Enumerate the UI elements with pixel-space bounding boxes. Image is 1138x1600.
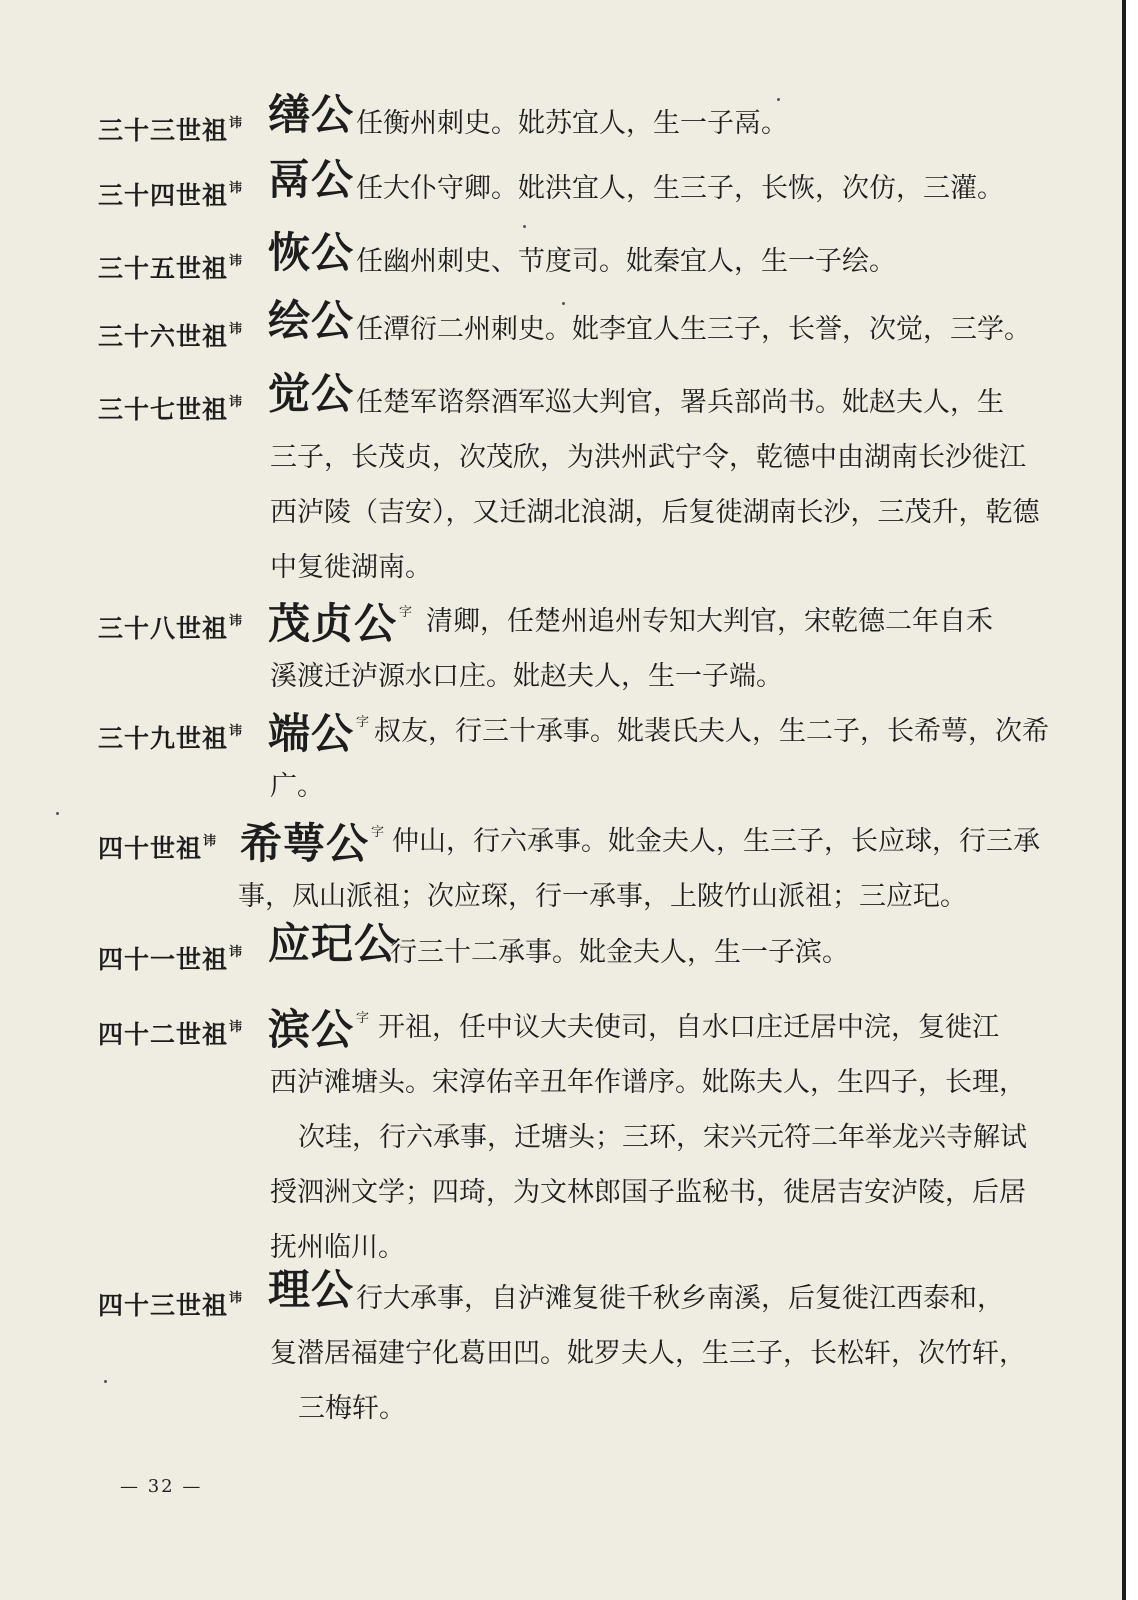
hui-mark: 讳	[229, 724, 244, 739]
generation-label: 四十世祖$^讳$	[98, 834, 218, 863]
scan-speck	[562, 302, 565, 305]
ancestor-name: 茂贞公 $^字$	[268, 599, 414, 648]
ancestor-name: 端公 $^字$	[268, 709, 371, 758]
generation-label: 三十八世祖$^讳$	[98, 614, 244, 643]
generation-label: 四十一世祖$^讳$	[98, 945, 244, 974]
entry-text: 开祖，任中议大夫使司，自水口庄迁居中浣，复徙江	[378, 1012, 999, 1043]
zi-mark: 字	[399, 605, 414, 620]
scan-speck	[56, 812, 59, 815]
entry-text: 任潭衍二州刺史。妣李宜人生三子，长誉，次觉，三学。	[356, 314, 1031, 345]
hui-mark: 讳	[229, 614, 244, 629]
entry-text: 任衡州刺史。妣苏宜人，生一子鬲。	[356, 108, 788, 139]
entry-text: 任大仆守卿。妣洪宜人，生三子，长恢，次仿，三灌。	[356, 173, 1004, 204]
ancestor-name: 希萼公 $^字$	[240, 819, 386, 868]
generation-label: 三十三世祖$^讳$	[98, 116, 244, 145]
entry-text: 西泸滩塘头。宋淳佑辛丑年作谱序。妣陈夫人，生四子，长理，	[270, 1067, 1026, 1098]
hui-mark: 讳	[229, 1020, 244, 1035]
zi-mark: 字	[371, 825, 386, 840]
ancestor-name: 理公	[268, 1265, 355, 1314]
generation-label: 三十六世祖$^讳$	[98, 322, 244, 351]
entry-text: 事，凤山派祖；次应琛，行一承事，上陂竹山派祖；三应玘。	[238, 881, 967, 912]
entry-text: 授泗洲文学；四琦，为文林郎国子监秘书，徙居吉安泸陵，后居	[270, 1177, 1026, 1208]
ancestor-name: 鬲公	[268, 155, 355, 204]
entry-text: 三梅轩。	[298, 1393, 406, 1424]
zi-mark: 字	[356, 715, 371, 730]
entry-text: 任幽州刺史、节度司。妣秦宜人，生一子绘。	[356, 246, 896, 277]
scan-speck	[523, 225, 526, 228]
hui-mark: 讳	[229, 181, 244, 196]
entry-text: 仲山，行六承事。妣金夫人，生三子，长应球，行三承	[392, 826, 1040, 857]
generation-label: 四十二世祖$^讳$	[98, 1020, 244, 1049]
generation-label: 三十七世祖$^讳$	[98, 395, 244, 424]
ancestor-name: 应玘公	[268, 919, 398, 968]
zi-mark: 字	[356, 1011, 371, 1026]
entry-text: 行大承事，自泸滩复徙千秋乡南溪，后复徙江西泰和，	[356, 1283, 1004, 1314]
hui-mark: 讳	[229, 1291, 244, 1306]
ancestor-name: 滨公 $^字$	[268, 1005, 371, 1054]
generation-label: 三十九世祖$^讳$	[98, 724, 244, 753]
entry-text: 三子，长茂贞，次茂欣，为洪州武宁令，乾德中由湖南长沙徙江	[270, 442, 1026, 473]
page-number: — 32 —	[120, 1476, 203, 1497]
hui-mark: 讳	[203, 834, 218, 849]
scan-speck	[104, 1380, 107, 1383]
entry-text: 任楚军谘祭酒军巡大判官，署兵部尚书。妣赵夫人，生	[356, 387, 1004, 418]
entry-text: 广。	[270, 771, 324, 802]
entry-text: 中复徙湖南。	[270, 552, 432, 583]
entry-text: 叔友，行三十承事。妣裴氏夫人，生二子，长希萼，次希	[374, 716, 1049, 747]
hui-mark: 讳	[229, 116, 244, 131]
entry-text: 西泸陵（吉安），又迁湖北浪湖，后复徙湖南长沙，三茂升，乾德	[270, 497, 1040, 528]
entry-text: 清卿，任楚州追州专知大判官，宋乾德二年自禾	[426, 606, 993, 637]
hui-mark: 讳	[229, 395, 244, 410]
hui-mark: 讳	[229, 322, 244, 337]
hui-mark: 讳	[229, 254, 244, 269]
generation-label: 三十四世祖$^讳$	[98, 181, 244, 210]
entry-text: 溪渡迁泸源水口庄。妣赵夫人，生一子端。	[270, 661, 783, 692]
entry-text: 次珪，行六承事，迁塘头；三环，宋兴元符二年举龙兴寺解试	[298, 1122, 1027, 1153]
ancestor-name: 觉公	[268, 369, 355, 418]
ancestor-name: 恢公	[268, 228, 355, 277]
generation-label: 四十三世祖$^讳$	[98, 1291, 244, 1320]
entry-text: 行三十二承事。妣金夫人，生一子滨。	[390, 937, 849, 968]
scan-speck	[777, 98, 780, 101]
ancestor-name: 绘公	[268, 296, 355, 345]
entry-text: 抚州临川。	[270, 1232, 405, 1263]
entry-text: 复潜居福建宁化葛田凹。妣罗夫人，生三子，长松轩，次竹轩，	[270, 1338, 1026, 1369]
generation-label: 三十五世祖$^讳$	[98, 254, 244, 283]
hui-mark: 讳	[229, 945, 244, 960]
ancestor-name: 缮公	[268, 90, 355, 139]
